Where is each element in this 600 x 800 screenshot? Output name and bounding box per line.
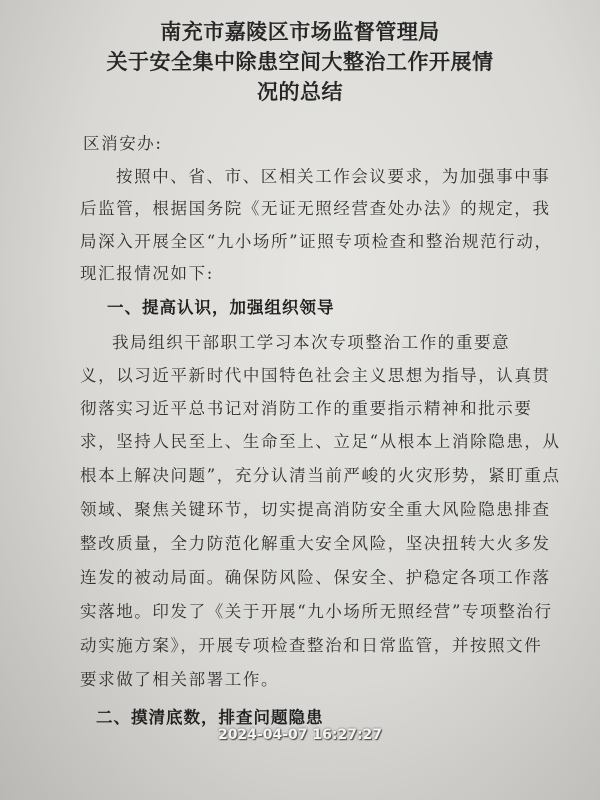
section-1-heading: 一、提高认识，加强组织领导	[107, 298, 335, 317]
section-1-line-4: 求，坚持人民至上、生命至上、立足“从根本上消除隐患，从	[80, 432, 561, 451]
intro-line-3: 局深入开展全区“九小场所”证照专项检查和整治规范行动，	[80, 232, 553, 251]
section-1-line-11: 要求做了相关部署工作。	[80, 670, 280, 689]
section-1-line-3: 彻落实习近平总书记对消防工作的重要指示精神和批示要	[80, 399, 533, 418]
section-1-line-10: 动实施方案》，开展专项检查整治和日常监管，并按照文件	[80, 636, 543, 655]
intro-line-2: 后监管，根据国务院《无证无照经营查处办法》的规定，我	[80, 199, 551, 218]
section-1-line-5: 根本上解决问题”，充分认清当前严峻的火灾形势，紧盯重点	[80, 466, 561, 485]
addressee: 区消安办:	[83, 134, 163, 153]
intro-line-4: 现汇报情况如下:	[80, 264, 214, 283]
document-title-line-1: 南充市嘉陵区市场监督管理局	[160, 20, 440, 44]
section-1-line-6: 领域、聚焦关键环节，切实提高消防安全重大风险隐患排查	[80, 500, 551, 519]
section-1-line-2: 义，以习近平新时代中国特色社会主义思想为指导，认真贯	[80, 366, 551, 385]
intro-line-1: 按照中、省、市、区相关工作会议要求，为加强事中事	[116, 167, 551, 186]
section-1-line-9: 实落地。印发了《关于开展“九小场所无照经营”专项整治行	[80, 602, 553, 621]
section-1-line-8: 连发的被动局面。确保防风险、保安全、护稳定各项工作落	[80, 568, 551, 587]
document-title-line-3: 况的总结	[257, 80, 343, 104]
section-1-line-1: 我局组织干部职工学习本次专项整治工作的重要意	[112, 333, 511, 352]
photo-timestamp: 2024-04-07 16:27:27	[217, 727, 383, 743]
document-title-line-2: 关于安全集中除患空间大整治工作开展情	[106, 50, 494, 74]
section-2-heading: 二、摸清底数，排查问题隐患	[96, 708, 324, 727]
section-1-line-7: 整改质量，全力防范化解重大安全风险，坚决扭转大火多发	[80, 534, 551, 553]
